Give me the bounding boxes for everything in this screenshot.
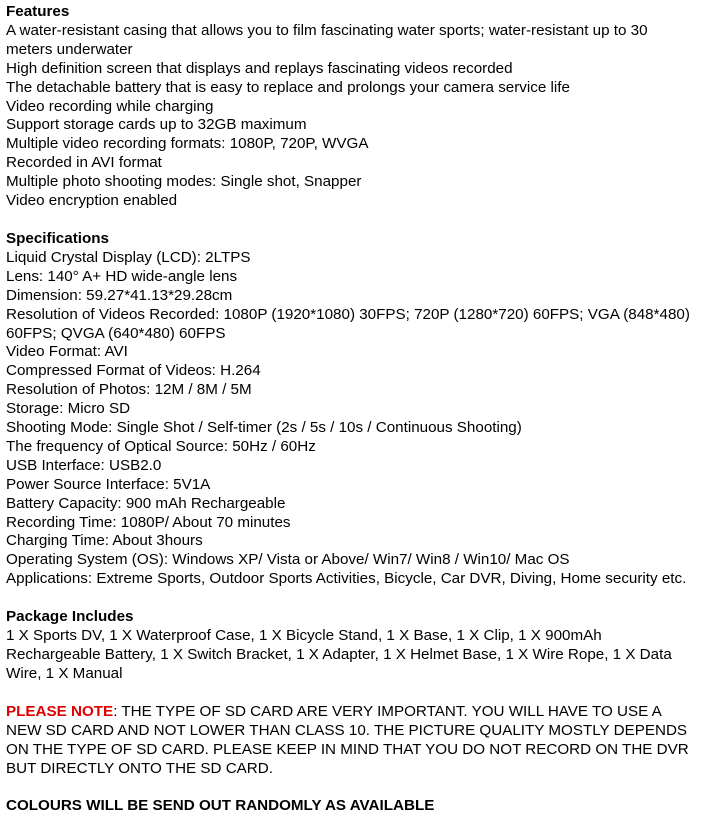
spec-item: Storage: Micro SD [6, 400, 131, 418]
spec-item: Shooting Mode: Single Shot / Self-timer (2s / 5s / 10s / Continuous Shooting) [6, 419, 522, 437]
feature-item: The detachable battery that is easy to replace and prolongs your camera service life [6, 78, 570, 96]
feature-item: Multiple video recording formats: 1080P, 720P, WVGA [6, 135, 369, 153]
spec-item: Charging Time: About 3hours [6, 532, 203, 550]
specifications-heading: Specifications [6, 229, 109, 247]
feature-item: Support storage cards up to 32GB maximum [6, 116, 307, 134]
spec-item: Battery Capacity: 900 mAh Rechargeable [6, 494, 286, 512]
feature-item: A water-resistant casing that allows you to film fascinating water sports; water-resistant up to 30 meters underwater [6, 21, 648, 58]
spec-item: Operating System (OS): Windows XP/ Vista or Above/ Win7/ Win8 / Win10/ Mac OS [6, 551, 570, 569]
feature-item: Multiple photo shooting modes: Single shot, Snapper [6, 173, 362, 191]
note-label: PLEASE NOTE [6, 702, 114, 720]
spec-item: Liquid Crystal Display (LCD): 2LTPS [6, 248, 251, 266]
spec-item: Power Source Interface: 5V1A [6, 475, 211, 493]
feature-item: Recorded in AVI format [6, 154, 162, 172]
spec-item: USB Interface: USB2.0 [6, 456, 162, 474]
section-spacer [6, 589, 697, 608]
spec-item: Dimension: 59.27*41.13*29.28cm [6, 286, 233, 304]
section-spacer [6, 778, 697, 797]
feature-item: High definition screen that displays and replays fascinating videos recorded [6, 59, 513, 77]
note-text: : THE TYPE OF SD CARD ARE VERY IMPORTANT. YOU WILL HAVE TO USE A NEW SD CARD AND NOT LOWER THAN CLASS 10. THE PICTURE QUALITY MOSTLY DEPENDS ON THE TYPE OF SD CARD. PLEASE KEEP IN MIND THAT YOU DO NOT RECORD ON THE DVR BUT DIRECTLY ONTO THE SD CARD. [6, 702, 689, 777]
spec-item: Recording Time: 1080P/ About 70 minutes [6, 513, 291, 531]
spec-item: The frequency of Optical Source: 50Hz / 60Hz [6, 437, 316, 455]
colours-notice: COLOURS WILL BE SEND OUT RANDOMLY AS AVAILABLE [6, 797, 435, 815]
feature-item: Video encryption enabled [6, 192, 178, 210]
spec-item: Resolution of Videos Recorded: 1080P (1920*1080) 30FPS; 720P (1280*720) 60FPS; VGA (848*480) 60FPS; QVGA (640*480) 60FPS [6, 305, 690, 342]
specifications-section [6, 230, 697, 589]
features-section [6, 3, 697, 211]
package-heading: Package Includes [6, 608, 134, 626]
feature-item: Video recording while charging [6, 97, 214, 115]
spec-item: Compressed Format of Videos: H.264 [6, 362, 261, 380]
section-spacer [6, 211, 697, 230]
spec-item: Applications: Extreme Sports, Outdoor Sports Activities, Bicycle, Car DVR, Diving, Home security etc. [6, 570, 687, 588]
note-section [6, 703, 697, 779]
features-heading: Features [6, 3, 70, 20]
spec-item: Lens: 140° A+ HD wide-angle lens [6, 267, 238, 285]
package-section [6, 608, 697, 684]
package-contents: 1 X Sports DV, 1 X Waterproof Case, 1 X Bicycle Stand, 1 X Base, 1 X Clip, 1 X 900mAh Rechargeable Battery, 1 X Switch Bracket, 1 X Adapter, 1 X Helmet Base, 1 X Wire Rope, 1 X Data Wire, 1 X Manual [6, 627, 672, 682]
section-spacer [6, 684, 697, 703]
spec-item: Video Format: AVI [6, 343, 128, 361]
spec-item: Resolution of Photos: 12M / 8M / 5M [6, 381, 252, 399]
